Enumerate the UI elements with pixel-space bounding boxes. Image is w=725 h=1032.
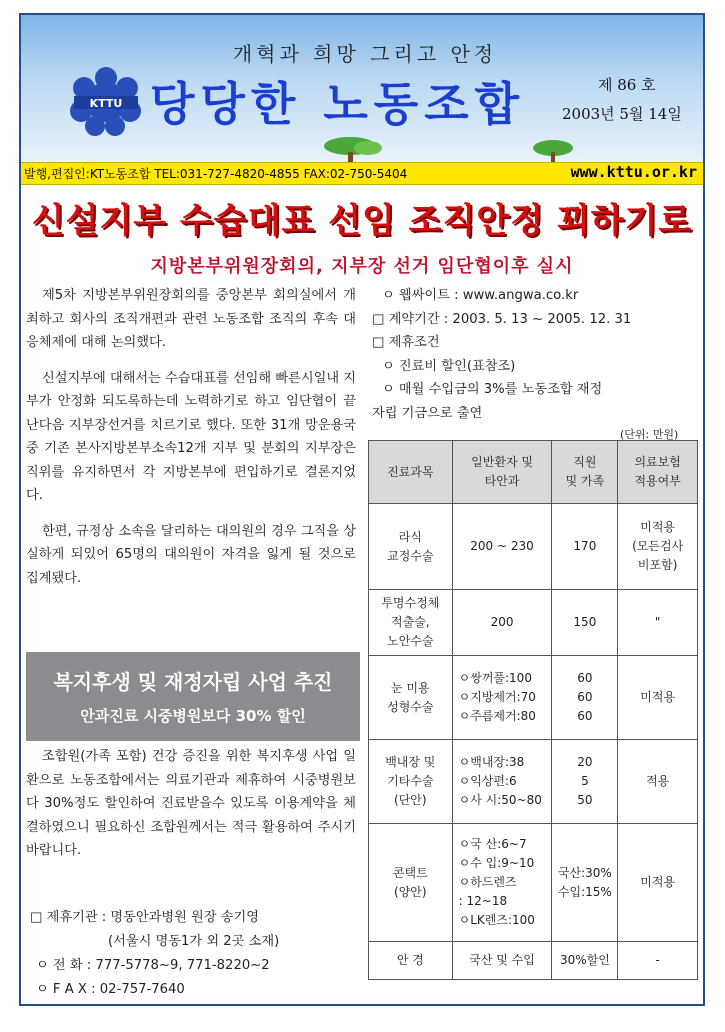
table-cell: 200: [452, 590, 552, 656]
table-cell: 200 ~ 230: [452, 504, 552, 590]
table-row: [369, 942, 698, 980]
partner-name: □ 제휴기관 : 명동안과병원 원장 송기영: [30, 910, 259, 925]
table-cell: 안 경: [369, 942, 453, 980]
table-cell: 60 60 60: [552, 656, 618, 740]
table-row: [369, 740, 698, 824]
welfare-body: [26, 745, 356, 863]
table-header: 직원 및 가족: [552, 441, 618, 504]
partner-fax: ㅇ F A X : 02-757-7640: [36, 982, 185, 997]
logo-text: KTTU: [89, 97, 123, 110]
table-cell: 150: [552, 590, 618, 656]
kttu-logo: [68, 66, 144, 136]
contract-period: □ 계약기간 : 2003. 5. 13 ~ 2005. 12. 31: [372, 311, 632, 327]
newsletter-title: 당당한 노동조합: [150, 77, 526, 131]
table-cell: 미적용: [618, 824, 698, 942]
banner-title: 복지후생 및 재정자립 사업 추진: [53, 670, 333, 694]
table-cell: -: [618, 942, 698, 980]
partner-phone: ㅇ 전 화 : 777-5778~9, 771-8220~2: [36, 958, 270, 973]
article-paragraph: 신설지부에 대해서는 수습대표를 선임해 빠른시일내 지부가 안정화 되도록하는데 노력하기로 하고 임단협이 끝난다음 지부장선거를 치르기로 했다. 또한 31개 망운용국중 기존 본사지방본부소속12개 지부 및 분회의 지부장은 직위를 유지하면서 각 지방본부에 편입하기로 결론지었다.: [26, 370, 356, 503]
term-item: ㅇ 매월 수입금의 3%를 노동조합 재정: [382, 382, 603, 397]
banner-subtitle: 안과진료 시중병원보다 30% 할인: [80, 707, 306, 725]
discount-table: [368, 440, 698, 980]
subheadline: 지방본부위원장회의, 지부장 선거 임단협이후 실시: [150, 256, 574, 277]
table-header: 진료과목: [369, 441, 453, 504]
table-cell: 백내장 및 기타수술 (단안): [369, 740, 453, 824]
table-row: [369, 656, 698, 740]
welfare-paragraph: 조합원(가족 포함) 건강 증진을 위한 복지후생 사업 일환으로 노동조합에서는 의료기관과 제휴하여 시중병원보다 30%정도 할인하여 진료받을수 있도록 이용계약을 체결하였으니 필요하신 조합원께서는 적극 활용하여 주시기 바랍니다.: [26, 749, 356, 858]
table-cell: 30%할인: [552, 942, 618, 980]
terms-title: □ 제휴조건: [372, 335, 440, 350]
table-cell: 눈 미용 성형수술: [369, 656, 453, 740]
table-cell: 콘택트 (양안): [369, 824, 453, 942]
term-item: 자립 기금으로 출연: [372, 405, 483, 421]
welfare-banner: [26, 652, 360, 741]
table-cell: ": [618, 590, 698, 656]
website-link[interactable]: www.kttu.or.kr: [570, 163, 697, 181]
table-unit: (단위: 만원): [620, 428, 679, 441]
table-cell: 국산 및 수입: [452, 942, 552, 980]
headline: 신설지부 수습대표 선임 조직안정 꾀하기로: [31, 201, 693, 241]
table-cell: 라식 교정수술: [369, 504, 453, 590]
table-cell: 미적용 (모든검사 비포함): [618, 504, 698, 590]
tree-illustration: [320, 134, 390, 164]
term-item: ㅇ 진료비 할인(표참조): [382, 358, 516, 374]
table-cell: ㅇ백내장:38 ㅇ익상편:6 ㅇ사 시:50~80: [452, 740, 552, 824]
tree-illustration: [528, 136, 578, 164]
slogan: 개혁과 희망 그리고 안정: [232, 42, 498, 66]
article-paragraph: 제5차 지방본부위원장회의를 중앙본부 회의실에서 개최하고 회사의 조직개편과 관련 노동조합 조직의 후속 대응체제에 대해 논의했다.: [26, 288, 356, 350]
publisher-bar: [21, 162, 703, 185]
partner-info: [30, 906, 360, 1002]
issue-date: 2003년 5월 14일: [562, 105, 682, 123]
table-row: [369, 590, 698, 656]
table-cell: 미적용: [618, 656, 698, 740]
table-cell: ㅇ국 산:6~7 ㅇ수 입:9~10 ㅇ하드렌즈 : 12~18 ㅇLK렌즈:100: [452, 824, 552, 942]
table-row: [369, 504, 698, 590]
partner-address: (서울시 명동1가 외 2곳 소재): [108, 934, 280, 949]
table-header: 일반환자 및 타안과: [452, 441, 552, 504]
table-cell: 적용: [618, 740, 698, 824]
article-body: [26, 284, 356, 602]
table-cell: ㅇ쌍꺼풀:100 ㅇ지방제거:70 ㅇ주름제거:80: [452, 656, 552, 740]
publisher-info: 발행,편집인:KT노동조합 TEL:031-727-4820-4855 FAX:02-750-5404: [24, 167, 408, 181]
contract-info: [372, 284, 697, 425]
table-cell: 국산:30% 수입:15%: [552, 824, 618, 942]
table-row: [369, 824, 698, 942]
table-cell: 20 5 50: [552, 740, 618, 824]
issue-number: 제 86 호: [598, 76, 656, 94]
table-header: 의료보험 적용여부: [618, 441, 698, 504]
table-cell: 투명수정체 적출술, 노안수술: [369, 590, 453, 656]
table-cell: 170: [552, 504, 618, 590]
article-paragraph: 한편, 규정상 소속을 달리하는 대의원의 경우 그직을 상실하게 되있어 65명의 대의원이 자격을 잃게 될 것으로 집계됐다.: [26, 523, 356, 586]
partner-website: ㅇ 웹싸이트 : www.angwa.co.kr: [382, 288, 579, 303]
table-header-row: [369, 441, 698, 504]
